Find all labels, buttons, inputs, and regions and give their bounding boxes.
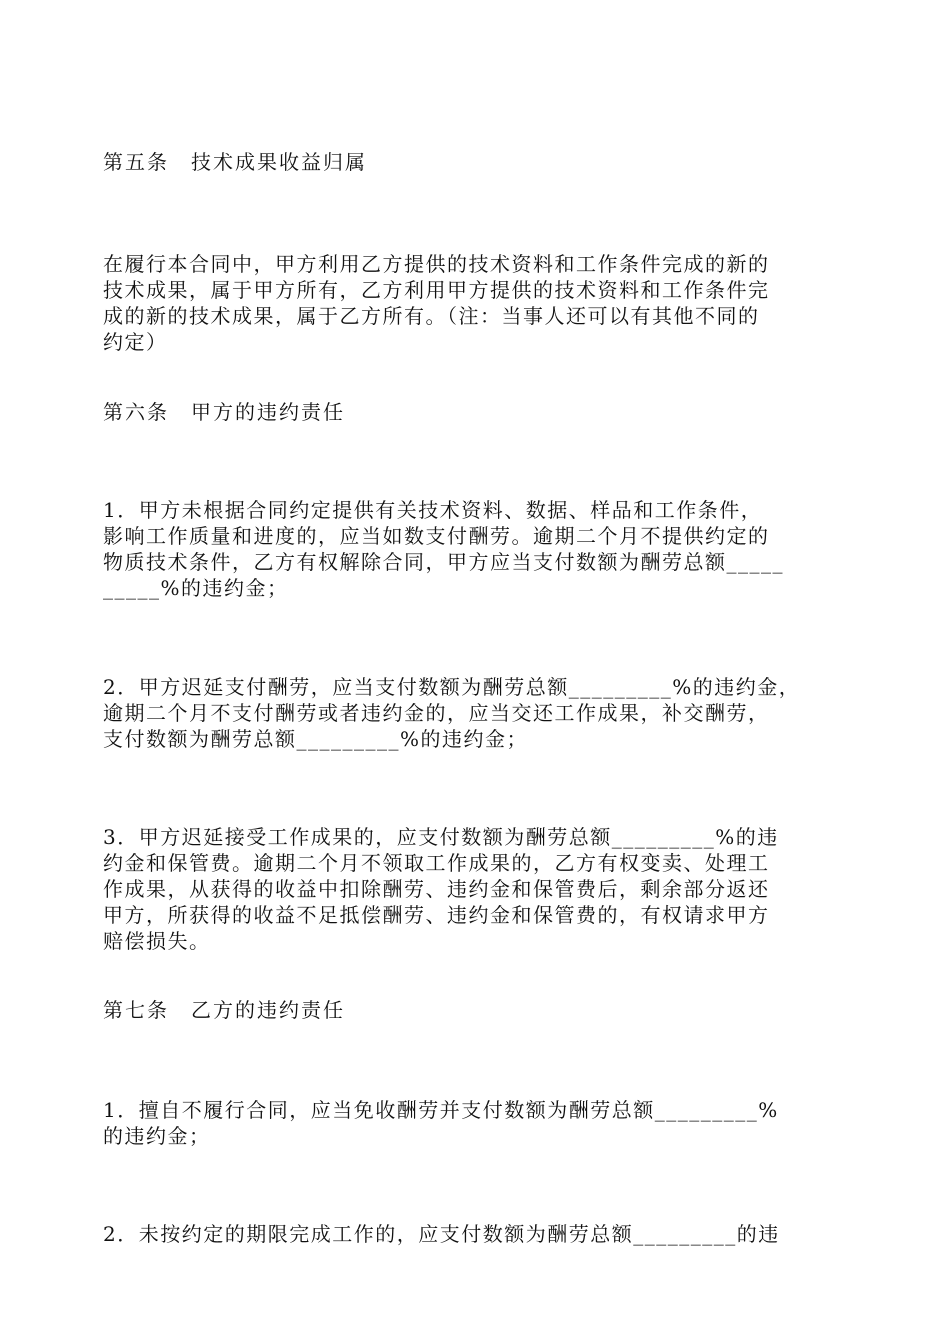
article-6-item-2: 2．甲方迟延支付酬劳，应当支付数额为酬劳总额_________%的违约金， 逾期二个月不支付酬劳或者违约金的，应当交还工作成果，补交酬劳， 支付数额为酬劳总额_________%的违约金； [103, 675, 801, 751]
article-5-heading: 第五条 技术成果收益归属 [103, 150, 367, 174]
article-7-heading: 第七条 乙方的违约责任 [103, 998, 345, 1022]
article-6-item-1: 1．甲方未根据合同约定提供有关技术资料、数据、样品和工作条件， 影响工作质量和进度的，应当如数支付酬劳。逾期二个月不提供约定的 物质技术条件，乙方有权解除合同，甲方应当支付数额为酬劳总额_____ _____%的违约金； [103, 498, 784, 600]
article-7-item-2: 2．未按约定的期限完成工作的，应支付数额为酬劳总额_________的违 [103, 1222, 780, 1246]
article-5-paragraph: 在履行本合同中，甲方利用乙方提供的技术资料和工作条件完成的新的 技术成果，属于甲方所有，乙方利用甲方提供的技术资料和工作条件完 成的新的技术成果，属于乙方所有。（注：当事人还可以有其他不同的 约定） [103, 252, 770, 354]
article-6-heading: 第六条 甲方的违约责任 [103, 400, 345, 424]
article-7-item-1: 1．擅自不履行合同，应当免收酬劳并支付数额为酬劳总额_________% 的违约金； [103, 1098, 779, 1148]
article-6-item-3: 3．甲方迟延接受工作成果的，应支付数额为酬劳总额_________%的违 约金和保管费。逾期二个月不领取工作成果的，乙方有权变卖、处理工 作成果，从获得的收益中扣除酬劳、违约金和保管费后，剩余部分返还 甲方，所获得的收益不足抵偿酬劳、违约金和保管费的，有权请求甲方 赔偿损失。 [103, 825, 779, 953]
